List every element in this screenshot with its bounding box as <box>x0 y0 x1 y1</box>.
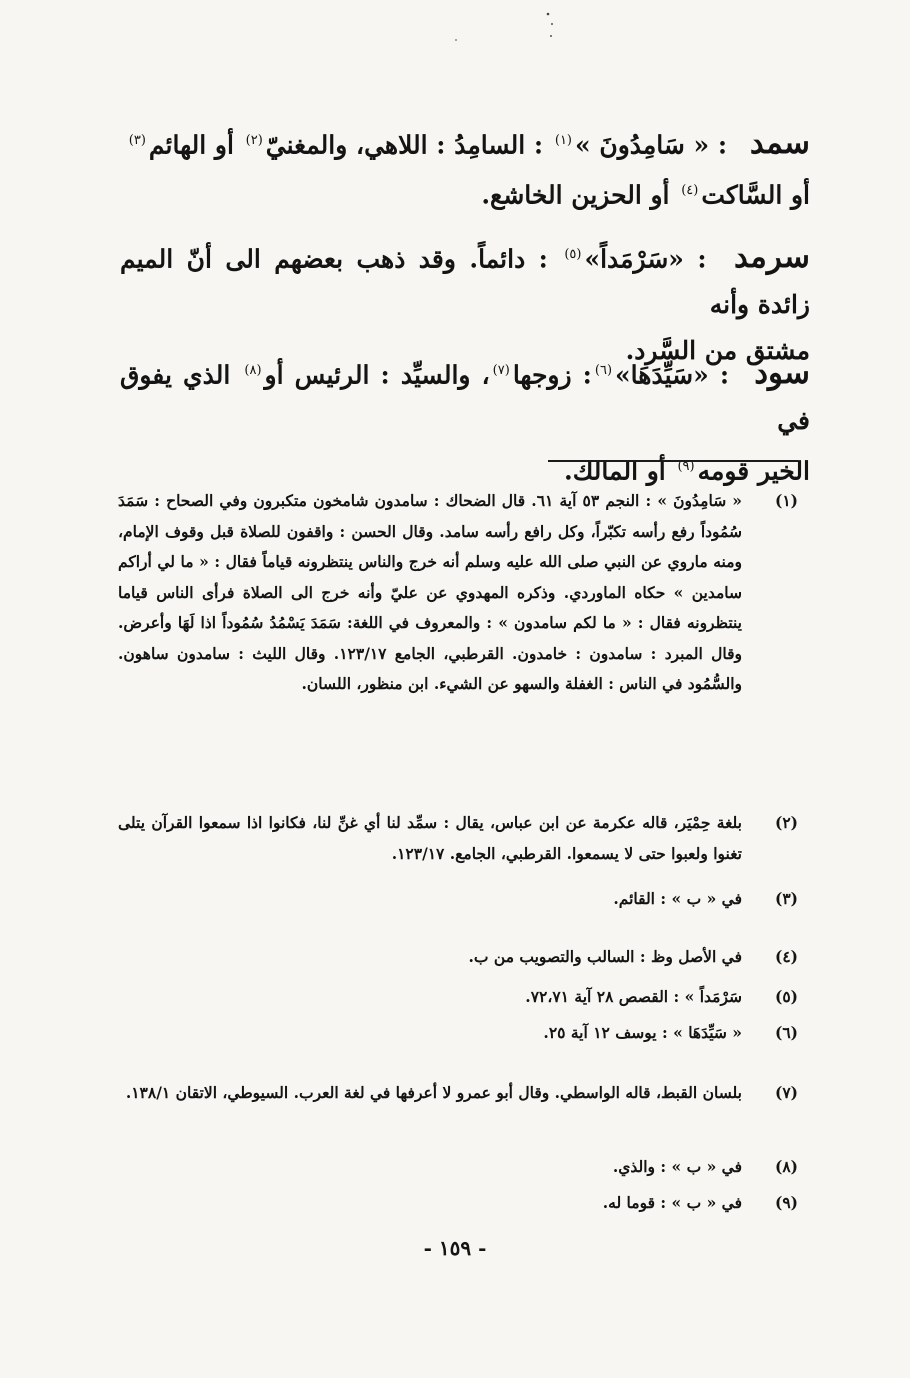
entry-root-word: سمد <box>749 125 810 162</box>
footnote-number: (٥) <box>774 987 798 1006</box>
footnote-number: (٧) <box>774 1083 798 1102</box>
entry-text: أو السَّاكت <box>701 180 810 210</box>
entry-text: : زوجها <box>512 360 592 390</box>
entry-text: ، والسيِّد : الرئيس أو <box>264 360 490 390</box>
footnote-ref[interactable]: (٨) <box>244 363 262 378</box>
footnote <box>118 884 798 915</box>
footnote-text: بلغة حِمْيَر، قاله عكرمة عن ابن عباس، يقال : سمِّد لنا أي غنِّ لنا، فكانوا اذا سمعوا القرآن يتلى تغنوا ولعبوا حتى لا يسمعوا. القرطبي، الجامع. ١٢٣/١٧. <box>118 813 742 863</box>
entry-separator: : <box>708 360 730 390</box>
footnote-text: في الأصل وظ : السالب والتصويب من ب. <box>468 947 742 966</box>
footnote-number: (٨) <box>774 1157 798 1176</box>
footnote-text: في « ب » : والذي. <box>612 1157 742 1176</box>
footnote <box>118 1152 798 1183</box>
dictionary-entry <box>120 348 810 495</box>
entry-text: «سَيِّدَهَا» <box>615 360 709 390</box>
footnote <box>118 1188 798 1219</box>
entry-root-word: سود <box>754 355 810 392</box>
footnote-number: (١) <box>774 491 798 510</box>
entry-text: مشتق من السَّرد. <box>625 336 810 366</box>
footnote-text: في « ب » : القائم. <box>613 889 742 908</box>
footnote-ref[interactable]: (٤) <box>681 183 699 199</box>
entry-text: أو الهائم <box>148 130 243 160</box>
footnote-text: بلسان القبط، قاله الواسطي. وقال أبو عمرو لا أعرفها في لغة العرب. السيوطي، الاتقان ١٣٨/١. <box>125 1083 742 1102</box>
entry-text: « سَامِدُونَ » <box>575 130 710 160</box>
footnote-number: (٢) <box>774 813 798 832</box>
footnote-ref[interactable]: (٥) <box>564 247 582 262</box>
entry-text: الخير قومه <box>697 456 810 486</box>
footnote-ref[interactable]: (٣) <box>128 133 146 148</box>
footnote <box>118 982 798 1013</box>
footnote <box>118 1018 798 1049</box>
footnote <box>118 486 798 700</box>
footnote-ref[interactable]: (٦) <box>594 363 613 378</box>
entry-separator: : <box>683 244 707 274</box>
footnote-text: سَرْمَداً » : القصص ٢٨ آية ٧٢،٧١. <box>525 987 742 1006</box>
footnote-divider <box>548 460 798 462</box>
dictionary-entry <box>120 118 810 219</box>
footnote <box>118 808 798 869</box>
footnote <box>118 942 798 973</box>
entry-text: : السامِدُ : اللاهي، والمغنيّ <box>265 130 552 160</box>
footnote-ref[interactable]: (٧) <box>492 363 510 378</box>
footnote-number: (٤) <box>774 947 798 966</box>
footnote-text: في « ب » : قوما له. <box>602 1193 742 1212</box>
entry-text: أو الحزين الخاشع. <box>481 180 679 210</box>
scan-speck-decoration <box>0 0 910 60</box>
entry-text: أو المالك. <box>564 456 675 486</box>
entry-text: «سَرْمَداً» <box>584 244 684 274</box>
footnote-number: (٣) <box>774 889 798 908</box>
footnote-text: « سَامِدُونَ » : النجم ٥٣ آية ٦١. قال الضحاك : سامدون شامخون متكبرون وفي الصحاح : سَمَدَ سُمُوداً رفع رأسه تكبّراً، وكل رافع رأسه سامد. وقال الحسن : واقفون للصلاة قبل وقوف الإمام، ومنه ماروي عن النبي صلى الله عليه وسلم أنه خرج والناس ينتظرونه قياماً فقال : « ما لي أراكم سامدين » حكاه الماوردي. وذكره المهدوي عن عليّ وأنه خرج الى الصلاة فرأى الناس قياما ينتظرونه فقال : « ما لكم سامدون » : والمعروف في اللغة: سَمَدَ يَسْمُدُ سُمُوداً اذا لَهَا وأعرض. وقال المبرد : سامدون : خامدون. القرطبي، الجامع ١٢٣/١٧. وقال الليث : سامدون ساهون. والسُّمُود في الناس : الغفلة والسهو عن الشيء. ابن منظور، اللسان. <box>118 491 742 693</box>
footnote-number: (٦) <box>774 1023 798 1042</box>
footnote-ref[interactable]: (٢) <box>245 133 263 148</box>
footnote-ref[interactable]: (١) <box>554 133 572 148</box>
footnote-text: « سَيِّدَهَا » : يوسف ١٢ آية ٢٥. <box>543 1023 742 1042</box>
footnote-number: (٩) <box>774 1193 798 1212</box>
entry-continuation <box>120 168 810 218</box>
footnote-ref[interactable]: (٩) <box>677 459 695 475</box>
footnote <box>118 1078 798 1109</box>
entry-separator: : <box>709 130 728 160</box>
entry-text: الذي يفوق في <box>120 360 810 436</box>
page-number: - ١٥٩ - <box>423 1236 487 1260</box>
entry-root-word: سرمد <box>734 239 810 276</box>
entry-text: : دائماً. وقد ذهب بعضهم الى أنّ الميم زائدة وأنه <box>120 244 810 320</box>
